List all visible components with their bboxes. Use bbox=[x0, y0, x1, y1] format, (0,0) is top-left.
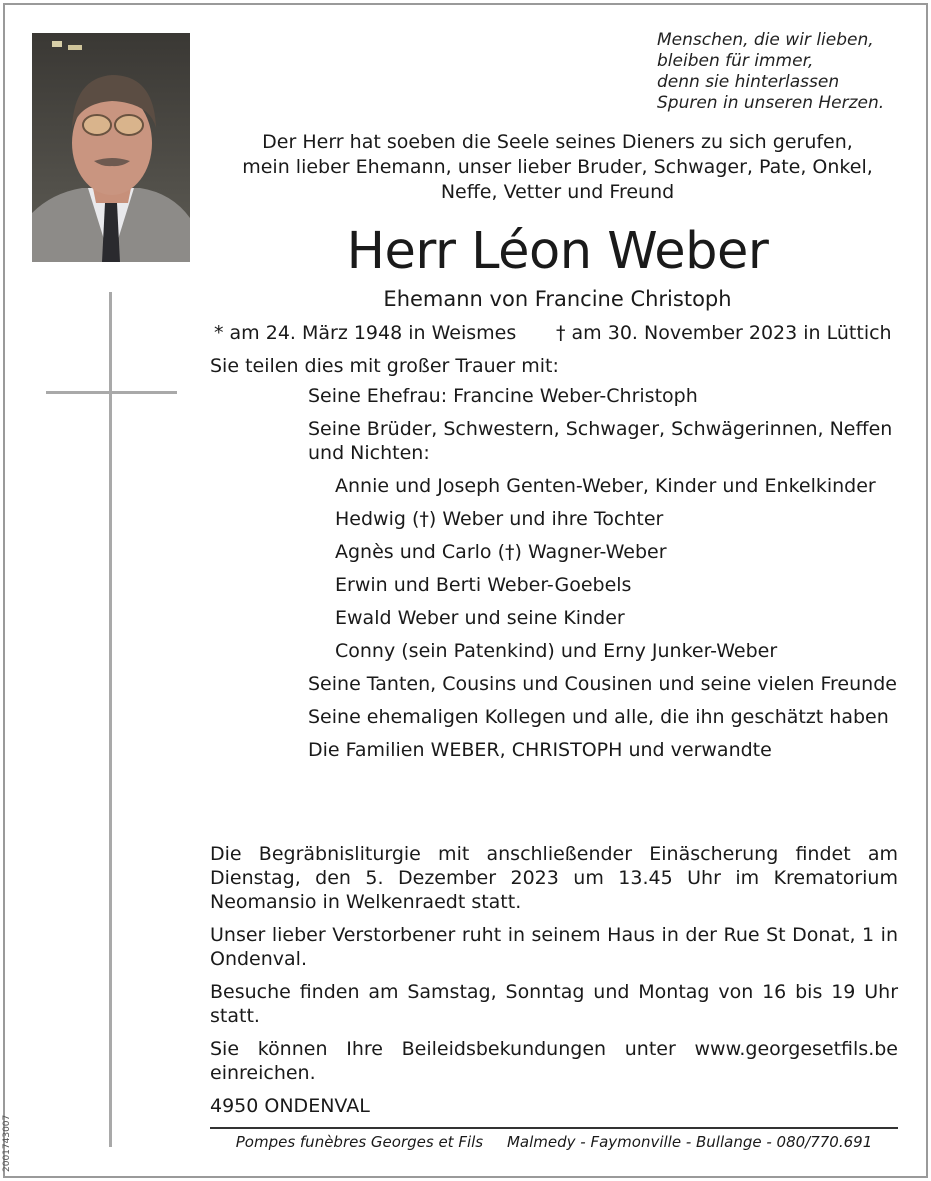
intro-text bbox=[200, 130, 915, 205]
footer bbox=[210, 1131, 898, 1153]
mourners-list bbox=[308, 384, 898, 771]
cross-bar bbox=[46, 391, 177, 394]
intro-line: Der Herr hat soeben die Seele seines Dieners zu sich gerufen, bbox=[262, 131, 853, 153]
sibling-entry: Hedwig (†) Weber und ihre Tochter bbox=[335, 508, 664, 530]
details-paragraph: Unser lieber Verstorbener ruht in seinem Haus in der Rue St Donat, 1 in Ondenval. bbox=[210, 924, 898, 970]
footer-divider bbox=[210, 1127, 898, 1129]
spouse-line: Ehemann von Francine Christoph bbox=[383, 287, 732, 311]
details-paragraph: Die Begräbnisliturgie mit anschließender Einäscherung findet am Dienstag, den 5. Dezember 2023 um 13.45 Uhr im Krematorium Neomansio in Welkenraedt statt. bbox=[210, 843, 898, 913]
sibling-entry: Annie und Joseph Genten-Weber, Kinder und Enkelkinder bbox=[335, 475, 876, 497]
death-date: † am 30. November 2023 in Lüttich bbox=[556, 322, 892, 344]
poem-line: bleiben für immer, bbox=[657, 51, 814, 71]
address: 4950 ONDENVAL bbox=[210, 1095, 370, 1117]
details-paragraph: Besuche finden am Samstag, Sonntag und Montag von 16 bis 19 Uhr statt. bbox=[210, 981, 898, 1027]
sibling-entry: Agnès und Carlo (†) Wagner-Weber bbox=[335, 541, 667, 563]
mourner-colleagues: Seine ehemaligen Kollegen und alle, die ihn geschätzt haben bbox=[308, 706, 889, 728]
mourner-families: Die Familien WEBER, CHRISTOPH und verwandte bbox=[308, 739, 772, 761]
funeral-home: Pompes funèbres Georges et Fils bbox=[235, 1133, 484, 1151]
sibling-entry: Ewald Weber und seine Kinder bbox=[335, 607, 625, 629]
poem-line: Spuren in unseren Herzen. bbox=[657, 93, 885, 113]
sibling-entry: Erwin und Berti Weber-Goebels bbox=[335, 574, 632, 596]
announcement: Sie teilen dies mit großer Trauer mit: bbox=[210, 355, 559, 377]
cross-icon bbox=[109, 292, 112, 1147]
intro-line: mein lieber Ehemann, unser lieber Bruder, Schwager, Pate, Onkel, bbox=[242, 156, 873, 178]
mourner-wife: Seine Ehefrau: Francine Weber-Christoph bbox=[308, 385, 698, 407]
mourner-siblings: Seine Brüder, Schwestern, Schwager, Schwägerinnen, Neffen und Nichten: bbox=[308, 418, 893, 464]
portrait-photo bbox=[32, 33, 190, 262]
ad-code: 2001743007 bbox=[2, 1114, 12, 1172]
poem bbox=[657, 30, 917, 114]
poem-line: Menschen, die wir lieben, bbox=[657, 30, 874, 50]
sibling-entry: Conny (sein Patenkind) und Erny Junker-Weber bbox=[335, 640, 778, 662]
intro-line: Neffe, Vetter und Freund bbox=[440, 181, 675, 203]
funeral-details bbox=[210, 842, 898, 1127]
birth-date: * am 24. März 1948 in Weismes bbox=[214, 322, 517, 344]
details-paragraph: Sie können Ihre Beileidsbekundungen unter www.georgesetfils.be einreichen. bbox=[210, 1038, 898, 1084]
mourner-relatives: Seine Tanten, Cousins und Cousinen und seine vielen Freunde bbox=[308, 673, 897, 695]
funeral-home-locations: Malmedy - Faymonville - Bullange - 080/770.691 bbox=[506, 1133, 873, 1151]
poem-line: denn sie hinterlassen bbox=[657, 72, 840, 92]
deceased-name: Herr Léon Weber bbox=[346, 222, 769, 281]
